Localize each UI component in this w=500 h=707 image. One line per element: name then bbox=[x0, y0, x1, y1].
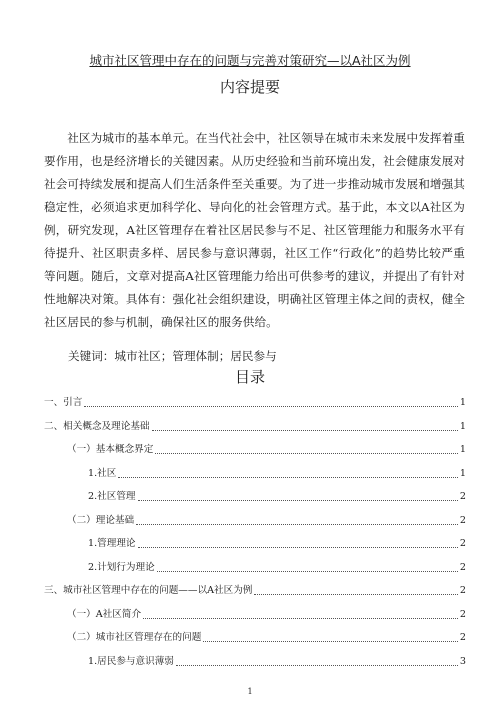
toc-entry-page: 1 bbox=[459, 467, 466, 479]
toc-entry[interactable] bbox=[44, 485, 466, 509]
toc-leader-dots bbox=[203, 641, 458, 642]
toc-entry-page: 1 bbox=[459, 444, 466, 455]
abstract-heading: 内容提要 bbox=[219, 78, 280, 96]
toc-entry[interactable] bbox=[44, 438, 466, 462]
document-title: 城市社区管理中存在的问题与完善对策研究—以A社区为例 bbox=[89, 53, 411, 68]
toc-entry-page: 1 bbox=[459, 420, 466, 432]
toc-entry-text: 1.居民参与意识薄弱 bbox=[88, 655, 174, 667]
toc-heading: 目录 bbox=[234, 368, 265, 386]
toc-leader-dots bbox=[157, 571, 458, 572]
toc-entry-text: 二、相关概念及理论基础 bbox=[44, 420, 150, 432]
toc-leader-dots bbox=[155, 453, 458, 454]
toc-entry-page: 3 bbox=[459, 655, 466, 667]
toc-entry[interactable] bbox=[44, 579, 466, 603]
toc-entry-text: 2.计划行为理论 bbox=[88, 561, 155, 573]
toc-entry[interactable] bbox=[44, 509, 466, 533]
toc-entry-text: 三、城市社区管理中存在的问题——以A社区为例 bbox=[44, 585, 253, 596]
toc-entry-text: 一、引言 bbox=[44, 397, 83, 408]
toc-entry[interactable] bbox=[44, 391, 466, 415]
toc-leader-dots bbox=[143, 618, 458, 619]
table-of-contents bbox=[44, 391, 466, 673]
toc-entry-page: 2 bbox=[459, 632, 466, 643]
toc-entry[interactable] bbox=[44, 603, 466, 627]
abstract-body: 社区为城市的基本单元。在当代社会中，社区领导在城市未来发展中发挥着重要作用，也是经济增长的关键因素。从历史经验和当前环境出发，社会健康发展对社会可持续发展和提高人们生活条件至关重要。为了进一步推动城市发展和增强其稳定性，必须追求更加科学化、导向化的社会管理方式。基于此，本文以A社区为例，研究发现，A社区管理存在着社区居民参与不足、社区管理能力和服务水平有待提升、社区职责多样、居民参与意识薄弱，社区工作“行政化”的趋势比较严重等问题。随后，文章对提高A社区管理能力给出可供参考的建议，并提出了有针对性地解决对策。具体有：强化社会组织建设，明确社区管理主体之间的责权，健全社区居民的参与机制，确保社区的服务供给。 bbox=[44, 131, 465, 329]
toc-leader-dots bbox=[138, 500, 458, 501]
toc-entry[interactable] bbox=[44, 556, 466, 580]
toc-entry-text: （二）理论基础 bbox=[67, 514, 135, 526]
toc-entry-page: 2 bbox=[459, 538, 466, 549]
toc-entry-page: 2 bbox=[459, 585, 466, 596]
toc-entry-page: 2 bbox=[459, 491, 466, 502]
toc-entry-page: 2 bbox=[459, 608, 466, 620]
toc-entry[interactable] bbox=[44, 532, 466, 556]
toc-entry-text: 2.社区管理 bbox=[88, 491, 136, 502]
toc-leader-dots bbox=[254, 594, 457, 595]
toc-entry[interactable] bbox=[44, 462, 466, 486]
toc-entry-text: （一）基本概念界定 bbox=[67, 444, 154, 455]
toc-entry[interactable] bbox=[44, 650, 466, 674]
toc-leader-dots bbox=[118, 477, 458, 478]
toc-entry[interactable] bbox=[44, 626, 466, 650]
toc-leader-dots bbox=[138, 547, 458, 548]
toc-entry-page: 2 bbox=[459, 561, 466, 573]
toc-leader-dots bbox=[84, 406, 458, 407]
page-number: 1 bbox=[247, 687, 253, 696]
toc-entry-text: 1.管理理论 bbox=[88, 538, 136, 549]
toc-leader-dots bbox=[152, 430, 458, 431]
toc-leader-dots bbox=[176, 665, 458, 666]
toc-leader-dots bbox=[136, 524, 458, 525]
toc-entry[interactable] bbox=[44, 415, 466, 439]
keywords: 关键词：城市社区；管理体制；居民参与 bbox=[68, 349, 277, 363]
toc-entry-text: 1.社区 bbox=[88, 467, 117, 479]
toc-entry-text: （二）城市社区管理存在的问题 bbox=[67, 632, 202, 643]
toc-entry-page: 2 bbox=[459, 514, 466, 526]
toc-entry-text: （一）A社区简介 bbox=[67, 608, 142, 620]
toc-entry-page: 1 bbox=[459, 397, 466, 408]
